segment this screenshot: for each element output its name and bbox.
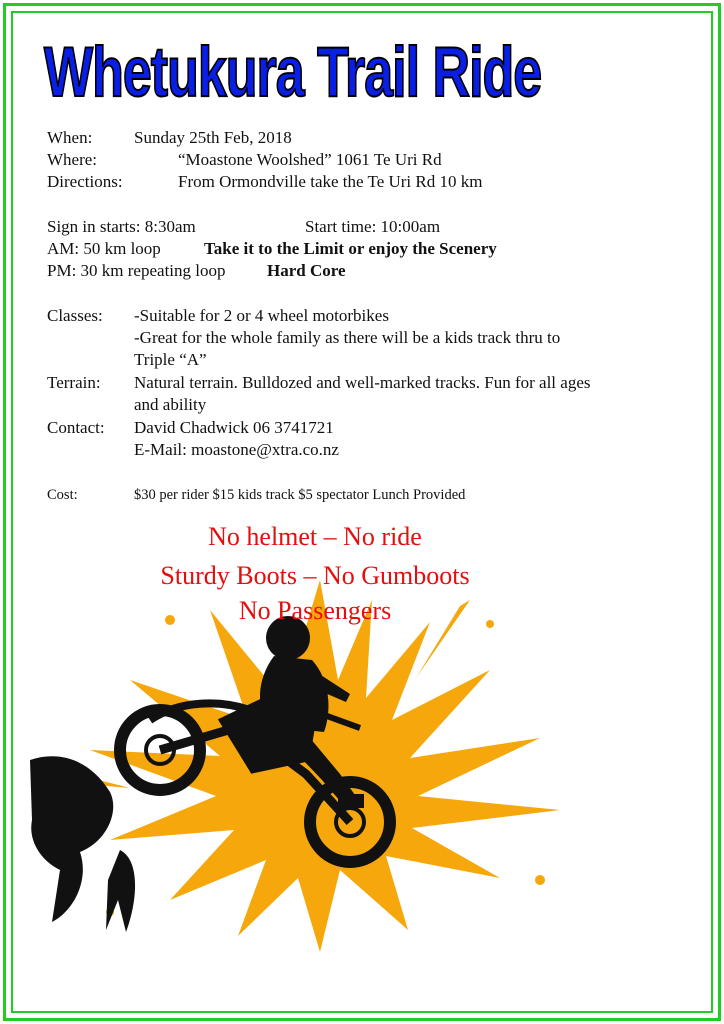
directions-value: From Ormondville take the Te Uri Rd 10 km [178,172,483,191]
classes-line-1: -Suitable for 2 or 4 wheel motorbikes [134,306,389,325]
contact-label: Contact: [47,418,105,437]
classes-line-2: -Great for the whole family as there will be a kids track thru to [134,328,561,347]
contact-name: David Chadwick 06 3741721 [134,418,334,437]
classes-line-3: Triple “A” [134,350,207,369]
terrain-line-1: Natural terrain. Bulldozed and well-marked tracks. Fun for all ages [134,373,591,392]
classes-label: Classes: [47,306,103,325]
cost-value: $30 per rider $15 kids track $5 spectator Lunch Provided [134,487,466,503]
rule-helmet: No helmet – No ride [208,522,422,551]
contact-email: E-Mail: moastone@xtra.co.nz [134,440,339,459]
dark-ground-splash [30,756,135,932]
cost-label: Cost: [47,487,78,503]
terrain-line-2: and ability [134,395,207,414]
when-label: When: [47,128,93,147]
page-title: Whetukura Trail Ride [44,33,542,113]
pm-loop: PM: 30 km repeating loop [47,261,226,280]
am-loop-note: Take it to the Limit or enjoy the Scenery [204,239,497,258]
rule-boots: Sturdy Boots – No Gumboots [160,561,470,590]
am-loop: AM: 50 km loop [47,239,161,258]
directions-label: Directions: [47,172,123,191]
rule-passengers: No Passengers [238,596,392,625]
sign-in-time: Sign in starts: 8:30am [47,217,196,236]
start-time: Start time: 10:00am [305,217,441,236]
pm-loop-note: Hard Core [267,261,346,280]
when-value: Sunday 25th Feb, 2018 [134,128,292,147]
where-label: Where: [47,150,98,169]
where-value: “Moastone Woolshed” 1061 Te Uri Rd [178,150,442,169]
terrain-label: Terrain: [47,373,101,392]
